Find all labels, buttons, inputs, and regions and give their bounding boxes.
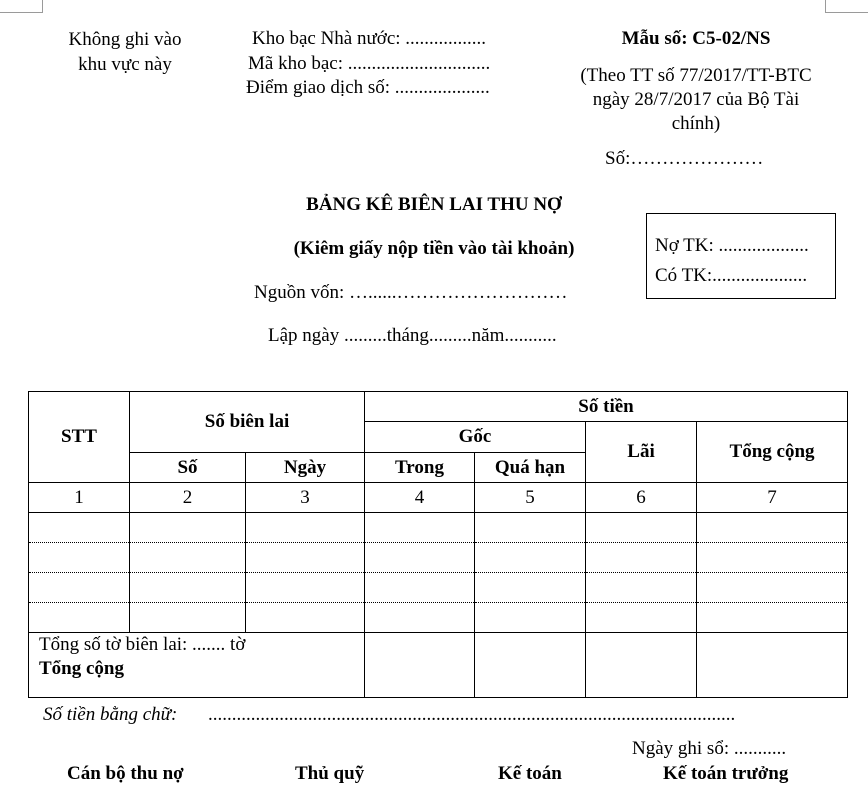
amount-in-words-field[interactable]: ............................................................................................................... xyxy=(208,704,736,725)
table-cell[interactable] xyxy=(130,513,246,543)
col-header-amount-group: Số tiền xyxy=(365,392,848,422)
grand-total-label: Tổng cộng xyxy=(39,658,124,679)
col-header-in-term: Trong xyxy=(365,453,475,483)
table-row xyxy=(29,573,848,603)
table-cell[interactable] xyxy=(29,573,130,603)
table-row xyxy=(29,543,848,573)
total-row-label xyxy=(29,633,365,698)
funding-source-field: Nguồn vốn: …......……………………… xyxy=(254,282,568,303)
table-cell[interactable] xyxy=(130,573,246,603)
page-corner-mark-left xyxy=(0,0,43,13)
table-cell[interactable] xyxy=(697,543,848,573)
table-cell[interactable] xyxy=(246,603,365,633)
form-reference-line-1: (Theo TT số 77/2017/TT-BTC xyxy=(580,65,812,86)
page-corner-mark-right xyxy=(825,0,868,13)
col-header-stt: STT xyxy=(29,392,130,483)
table-cell[interactable] xyxy=(246,543,365,573)
table-cell[interactable] xyxy=(246,573,365,603)
col-header-receipt-date: Ngày xyxy=(246,453,365,483)
no-write-line-1: Không ghi vào xyxy=(68,29,182,50)
column-number: 7 xyxy=(697,483,848,513)
table-cell[interactable] xyxy=(697,513,848,543)
no-write-line-2: khu vực này xyxy=(78,54,172,75)
table-cell[interactable] xyxy=(475,603,586,633)
form-reference xyxy=(566,64,826,136)
table-cell[interactable] xyxy=(586,603,697,633)
table-cell[interactable] xyxy=(365,603,475,633)
col-header-principal-group: Gốc xyxy=(365,422,586,453)
table-cell[interactable] xyxy=(29,543,130,573)
col-header-total: Tổng cộng xyxy=(697,422,848,483)
table-cell[interactable] xyxy=(475,573,586,603)
col-header-receipt-group: Số biên lai xyxy=(130,392,365,453)
receipt-table xyxy=(28,391,848,698)
column-number: 1 xyxy=(29,483,130,513)
table-cell[interactable] xyxy=(697,603,848,633)
document-title: BẢNG KÊ BIÊN LAI THU NỢ xyxy=(306,194,562,215)
form-reference-line-2: ngày 28/7/2017 của Bộ Tài xyxy=(592,89,800,110)
signature-cashier: Thủ quỹ xyxy=(295,763,365,784)
table-cell[interactable] xyxy=(475,513,586,543)
table-row xyxy=(29,513,848,543)
entry-date-field: Ngày ghi sổ: ........... xyxy=(632,738,787,759)
form-reference-line-3: chính) xyxy=(671,113,721,134)
serial-number-field: Số:………………… xyxy=(605,148,764,169)
col-header-interest: Lãi xyxy=(586,422,697,483)
table-cell[interactable] xyxy=(365,543,475,573)
form-number: Mẫu số: C5-02/NS xyxy=(621,28,771,49)
table-cell[interactable] xyxy=(246,513,365,543)
creation-date-field: Lập ngày .........tháng.........năm........... xyxy=(268,325,557,346)
table-cell[interactable] xyxy=(365,573,475,603)
table-row xyxy=(29,603,848,633)
debit-account-field: Nợ TK: ................... xyxy=(655,235,809,256)
table-cell[interactable] xyxy=(130,603,246,633)
table-cell[interactable] xyxy=(586,513,697,543)
table-cell[interactable] xyxy=(586,543,697,573)
signature-chief-accountant: Kế toán trưởng xyxy=(663,763,789,784)
total-row xyxy=(29,633,848,698)
table-cell[interactable] xyxy=(697,573,848,603)
signature-accountant: Kế toán xyxy=(498,763,562,784)
total-interest-cell[interactable] xyxy=(586,633,697,698)
treasury-code-field: Mã kho bạc: .............................. xyxy=(248,53,491,74)
table-cell[interactable] xyxy=(29,513,130,543)
transaction-point-field: Điểm giao dịch số: .................... xyxy=(246,77,490,98)
amount-in-words-label: Số tiền bằng chữ: xyxy=(43,704,178,725)
col-header-receipt-no: Số xyxy=(130,453,246,483)
column-number: 6 xyxy=(586,483,697,513)
column-number: 3 xyxy=(246,483,365,513)
table-cell[interactable] xyxy=(29,603,130,633)
column-number: 5 xyxy=(475,483,586,513)
column-number: 4 xyxy=(365,483,475,513)
table-cell[interactable] xyxy=(130,543,246,573)
grand-total-cell[interactable] xyxy=(697,633,848,698)
table-cell[interactable] xyxy=(586,573,697,603)
total-overdue-cell[interactable] xyxy=(475,633,586,698)
credit-account-field: Có TK:.................... xyxy=(655,265,808,286)
document-subtitle: (Kiêm giấy nộp tiền vào tài khoản) xyxy=(293,238,575,259)
no-write-zone-label xyxy=(40,27,210,77)
total-in-term-cell[interactable] xyxy=(365,633,475,698)
table-cell[interactable] xyxy=(365,513,475,543)
account-box xyxy=(646,213,836,299)
column-number: 2 xyxy=(130,483,246,513)
col-header-overdue: Quá hạn xyxy=(475,453,586,483)
total-receipts-count: Tổng số tờ biên lai: ....... tờ xyxy=(39,634,246,655)
signature-debt-officer: Cán bộ thu nợ xyxy=(67,763,184,784)
table-cell[interactable] xyxy=(475,543,586,573)
treasury-field: Kho bạc Nhà nước: ................. xyxy=(252,28,487,49)
